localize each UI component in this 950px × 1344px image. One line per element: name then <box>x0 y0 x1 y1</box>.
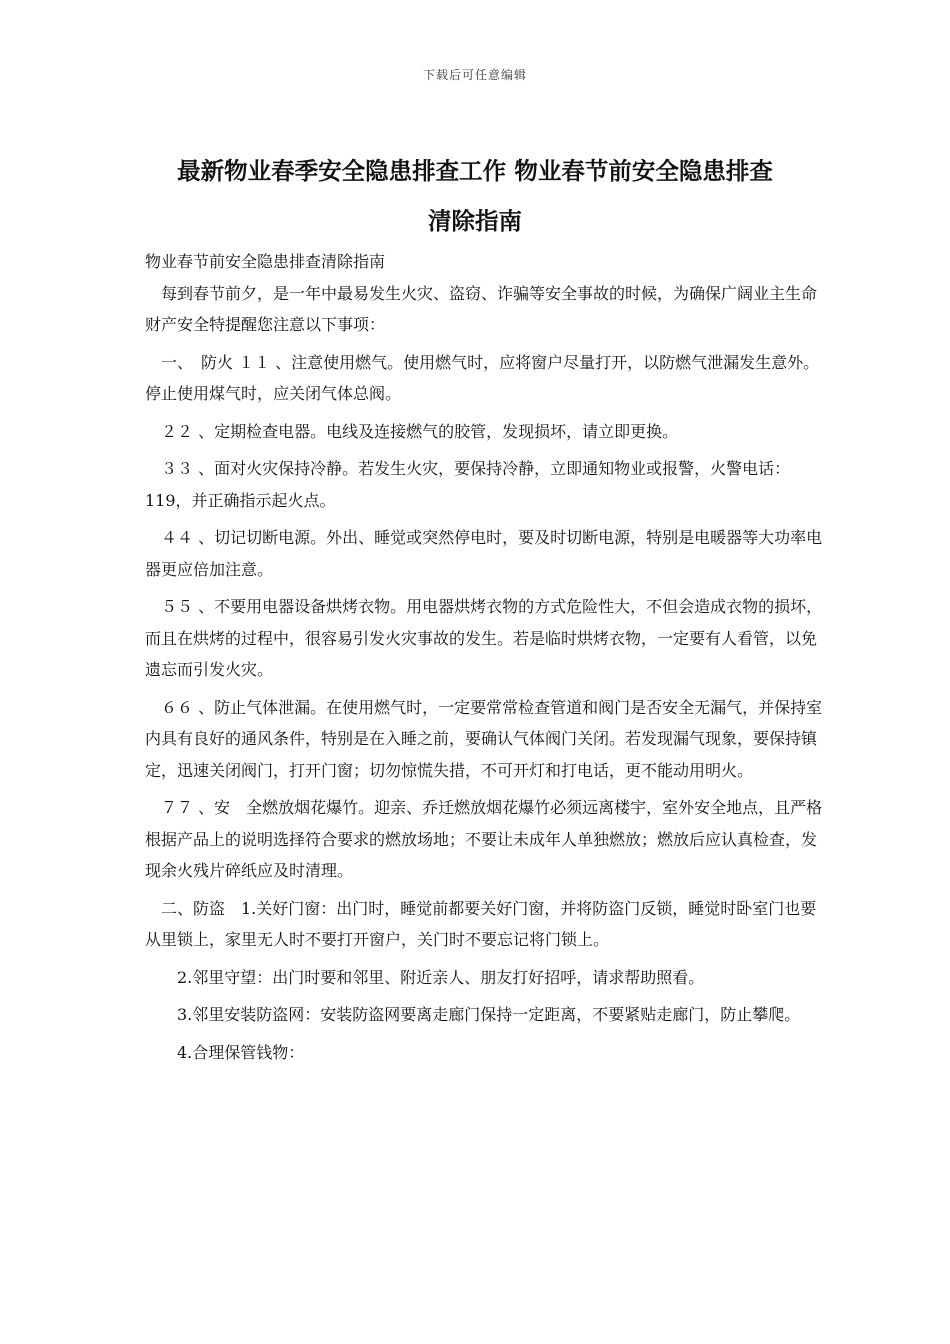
document-title <box>120 146 830 246</box>
document-title-line-2: 清除指南 <box>428 207 522 235</box>
fire-item-1-paragraph: 一、 防火 １１ 、注意使用燃气。使用燃气时，应将窗户尽量打开，以防燃气泄漏发生意外。停止使用煤气时，应关闭气体总阀。 <box>145 352 820 403</box>
fire-item-7-paragraph: ７７ 、安 全燃放烟花爆竹。迎亲、乔迁燃放烟花爆竹必须远离楼宇，室外安全地点，且严格根据产品上的说明选择符合要求的燃放场地；不要让未成年人单独燃放；燃放后应认真检查，发现余火残片碎纸应及时清理。 <box>145 798 823 880</box>
fire-item-5-paragraph: ５５ 、不要用电器设备烘烤衣物。用电器烘烤衣物的方式危险性大，不但会造成衣物的损坏，而且在烘烤的过程中，很容易引发火灾事故的发生。若是临时烘烤衣物，一定要有人看管，以免遗忘而引发火灾。 <box>145 597 823 679</box>
fire-item-3-paragraph: ３３ 、面对火灾保持冷静。若发生火灾，要保持冷静，立即通知物业或报警，火警电话：119，并正确指示起火点。 <box>145 459 791 510</box>
fire-item-2-paragraph: ２２ 、定期检查电器。电线及连接燃气的胶管，发现损坏，请立即更换。 <box>145 421 679 441</box>
header-note: 下载后可任意编辑 <box>422 68 527 82</box>
theft-item-1-paragraph: 二、防盗 1.关好门窗：出门时，睡觉前都要关好门窗，并将防盗门反锁，睡觉时卧室门也要从里锁上，家里无人时不要打开窗户，关门时不要忘记将门锁上。 <box>145 898 817 949</box>
theft-item-4-paragraph: 4.合理保管钱物： <box>145 1042 305 1062</box>
body-subtitle: 物业春节前安全隐患排查清除指南 <box>145 252 386 271</box>
fire-item-6-paragraph: ６６ 、防止气体泄漏。在使用燃气时，一定要常常检查管道和阀门是否安全无漏气，并保持室内具有良好的通风条件，特别是在入睡之前，要确认气体阀门关闭。若发现漏气现象，要保持镇定，迅速关闭阀门，打开门窗；切勿惊慌失措，不可开灯和打电话，更不能动用明火。 <box>145 697 823 780</box>
document-title-line-1: 最新物业春季安全隐患排查工作 物业春节前安全隐患排查 <box>177 157 773 185</box>
theft-item-3-paragraph: 3.邻里安装防盗网：安装防盗网要离走廊门保持一定距离，不要紧贴走廊门，防止攀爬。 <box>145 1005 801 1024</box>
document-body <box>145 246 825 1074</box>
theft-item-2-paragraph: 2.邻里守望：出门时要和邻里、附近亲人、朋友打好招呼，请求帮助照看。 <box>145 967 705 987</box>
fire-item-4-paragraph: ４４ 、切记切断电源。外出、睡觉或突然停电时，要及时切断电源，特别是电暖器等大功率电器更应倍加注意。 <box>145 528 823 579</box>
intro-paragraph: 每到春节前夕，是一年中最易发生火灾、盗窃、诈骗等安全事故的时候，为确保广阔业主生命财产安全特提醒您注意以下事项： <box>145 283 818 334</box>
